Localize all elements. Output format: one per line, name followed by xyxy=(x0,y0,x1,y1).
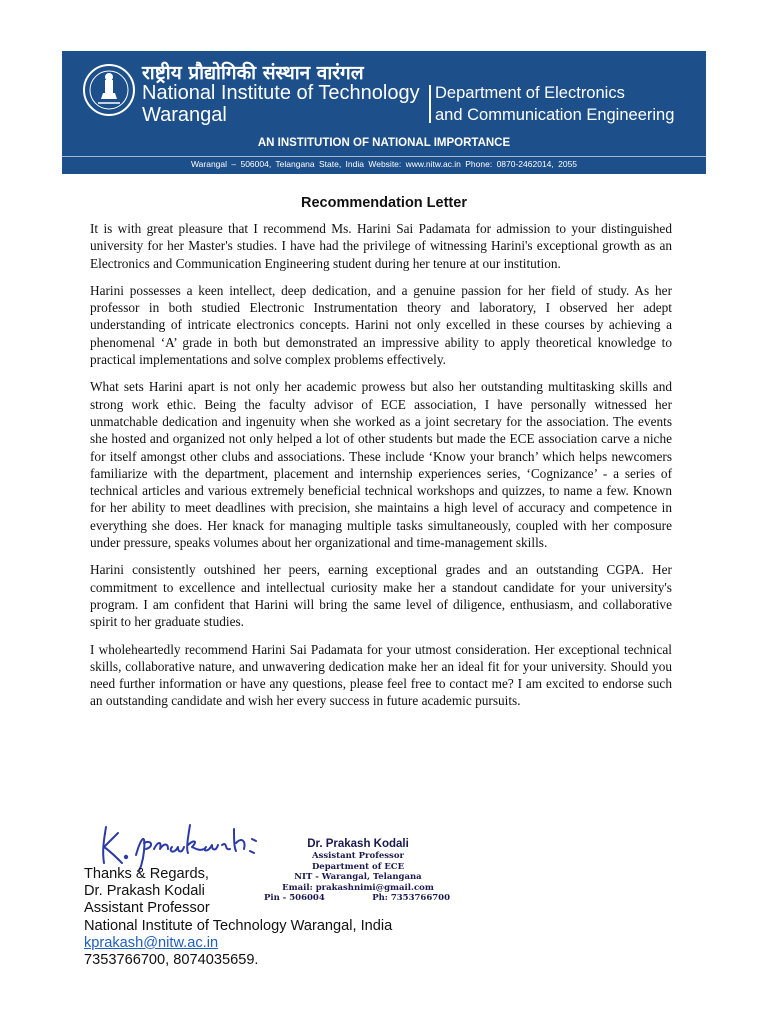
handwritten-signature xyxy=(96,815,266,873)
closing-block xyxy=(84,866,392,969)
signatory-name: Dr. Prakash Kodali xyxy=(84,883,205,900)
header-divider xyxy=(429,85,431,123)
institute-name-line2: Warangal xyxy=(142,104,227,126)
stamp-designation: Assistant Professor xyxy=(311,851,404,861)
stamp-institute: NIT - Warangal, Telangana xyxy=(294,872,422,883)
header-rule xyxy=(62,156,706,157)
letter-paragraph: It is with great pleasure that I recommend Ms. Harini Sai Padamata for admission to your distinguished university for her Master's studies. I have had the privilege of witnessing Harini's exceptional growth as an Electronics and Communication Engineering student during her tenure at our institution. xyxy=(90,221,672,271)
stamp-phone: Ph: 7353766700 xyxy=(372,893,450,904)
institute-name-line1: National Institute of Technology xyxy=(142,82,420,104)
letter-title: Recommendation Letter xyxy=(301,195,467,211)
department-name-line1: Department of Electronics xyxy=(435,84,625,102)
letterhead-banner xyxy=(62,51,706,174)
stamp-department: Department of ECE xyxy=(311,861,405,872)
letter-paragraph: Harini consistently outshined her peers, earning exceptional grades and an outstanding CGPA. Her commitment to excellence and intellectual curiosity make her a standout candidate for your university's program. I am confident that Harini will bring the same level of diligence, enthusiasm, and collaborative spirit to her graduate studies. xyxy=(90,562,672,630)
stamp-email: Email: prakashnimi@gmail.com xyxy=(282,882,434,893)
institute-name xyxy=(142,82,420,126)
signatory-email-link[interactable]: kprakash@nitw.ac.in xyxy=(84,934,219,951)
institute-tagline: AN INSTITUTION OF NATIONAL IMPORTANCE xyxy=(257,137,511,149)
closing-regards: Thanks & Regards, xyxy=(84,866,209,882)
signatory-institute: National Institute of Technology Warangal, India xyxy=(84,917,393,934)
signatory-phones: 7353766700, 8074035659. xyxy=(84,952,259,969)
department-name-line2: and Communication Engineering xyxy=(435,106,675,124)
institute-name-hindi: राष्ट्रीय प्रौद्योगिकी संस्थान वारंगल xyxy=(142,62,364,84)
letter-paragraph: What sets Harini apart is not only her academic prowess but also her outstanding multitasking skills and strong work ethic. Being the faculty advisor of ECE association, I have personally witnessed her unmatchable dedication and ingenuity when she worked as a joint secretary for the association. The events she hosted and organized not only helped a lot of other students but made the ECE association carve a niche for itself amongst other clubs and associations. These include ‘Know your branch’ which helps newcomers familiarize with the department, placement and internship experiences series, ‘Cognizance’ - a series of technical articles and various extremely beneficial technical workshops and quizzes, to name a few. Known for her ability to meet deadlines with precision, she maintains a high level of accuracy and competence in everything she does. Her knack for managing multiple tasks simultaneously, coupled with her composure under pressure, speaks volumes about her organizational and time-management skills. xyxy=(90,379,672,551)
institute-emblem-icon xyxy=(82,63,136,117)
letter-paragraph: Harini possesses a keen intellect, deep dedication, and a genuine passion for her field of study. As her professor in both studied Electronic Instrumentation theory and laboratory, I observed her adept understanding of intricate electronics concepts. Harini not only excelled in these courses by achieving a phenomenal ‘A’ grade in both but demonstrated an impressive ability to apply theoretical knowledge to practical implementations and solve complex problems effectively. xyxy=(90,282,672,368)
stamp-pin: Pin - 506004 xyxy=(264,893,325,904)
letter-paragraph: I wholeheartedly recommend Harini Sai Padamata for your utmost consideration. Her exceptional technical skills, collaborative nature, and unwavering dedication make her an ideal fit for your university. Should you need further information or have any questions, please feel free to contact me? I am excited to endorse such an outstanding candidate and wish her every success in future academic pursuits. xyxy=(90,641,672,709)
department-name xyxy=(435,82,674,126)
institute-contact: Warangal – 506004, Telangana State, India Website: www.nitw.ac.in Phone: 0870-2462014, 2055 xyxy=(190,159,578,169)
stamp-name: Dr. Prakash Kodali xyxy=(307,838,409,850)
letter-body xyxy=(90,220,672,720)
signatory-designation: Assistant Professor xyxy=(84,900,210,917)
